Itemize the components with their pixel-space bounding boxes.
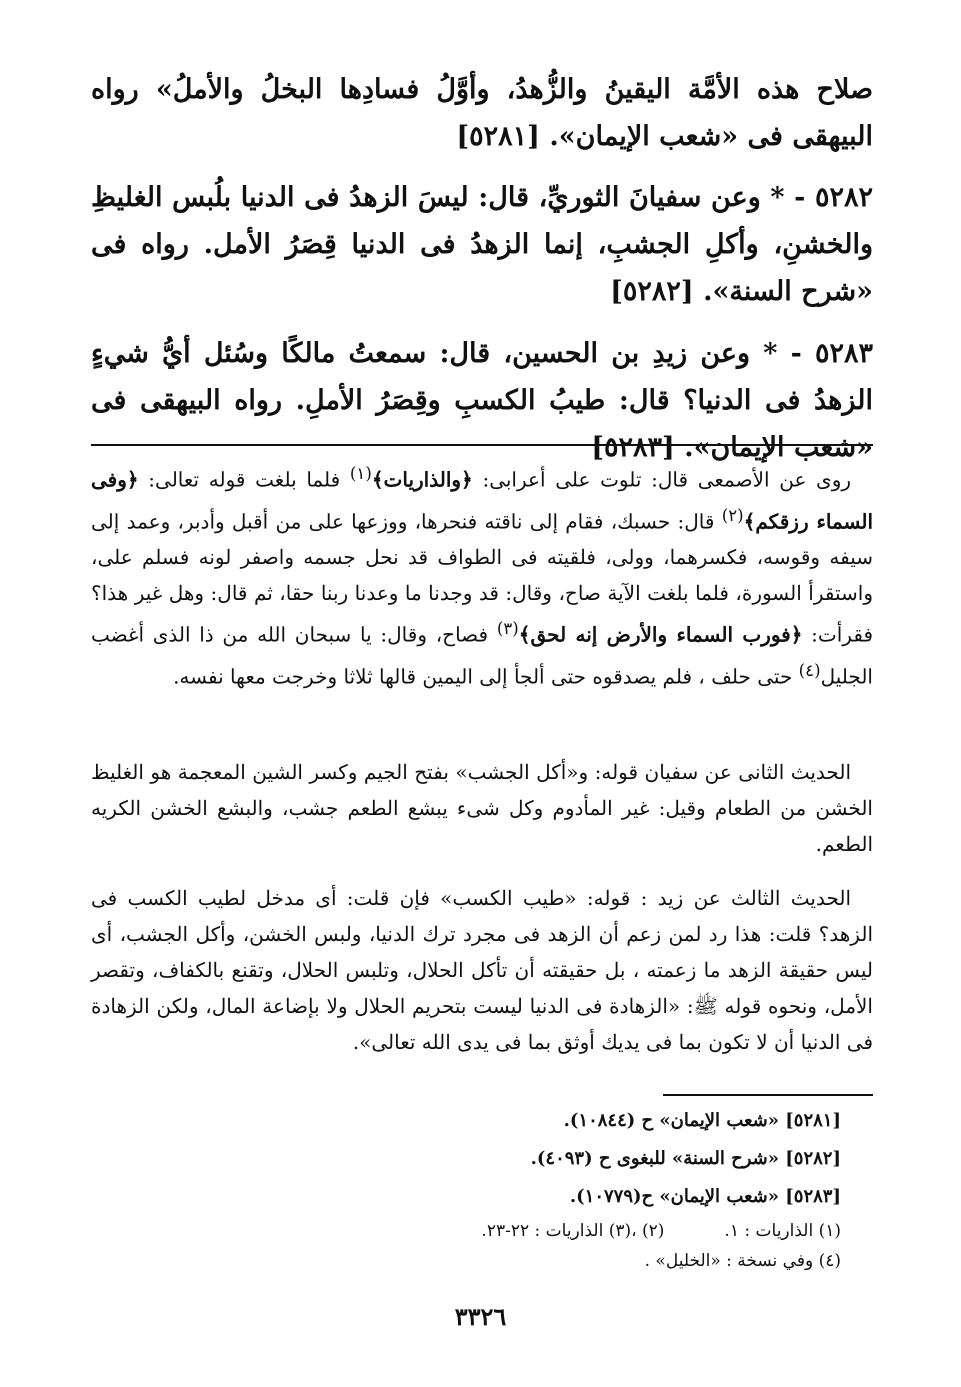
quran-verse: ﴿فورب السماء والأرض إنه لحق﴾ [518,622,803,647]
footnote: (٢) ،(٣) الذاريات : ٢٢-٢٣. [481,1221,665,1241]
hadith-paragraph-5283 [91,330,873,471]
hadith-paragraph-5281 [91,66,873,160]
commentary-text: قال: حسبك، فقام إلى ناقته فنحرها، ووزعها على من أقبل وأدبر، وعمد إلى سيفه وقوسه، فكسرهما، وولى، فلقيته فى الطواف قد نحل جسمه واصفر لونه فسلم على، واستقرأ السورة، فلما بلغت الآية صاح، وقال: قد وجدنا ما وعدنا ربنا حقا، ثم قال: وهل غير هذا؟ فقرأت: [91,509,874,647]
hadith-paragraph-5282 [91,174,873,315]
section-divider [91,444,873,446]
hadith-reference: [٥٢٨١] [456,121,540,152]
footnote-line [121,1216,841,1246]
hadith-text: وعن سفيانَ الثوريِّ، قال: ليسَ الزهدُ فى الدنيا بلُبس الغليظِ والخشنِ، وأكلِ الجشبِ، إنما الزهدُ فى الدنيا قِصَرُ الأمل. رواه فى «شرح السنة». [91,182,873,307]
commentary-paragraph-1 [91,456,873,695]
commentary-text: فصاح، وقال: يا سبحان الله من ذا الذى أغضب الجليل [91,622,873,689]
footnote-marker: (٣) [496,619,519,639]
source-note: [٥٢٨٣] «شعب الإيمان» ح(١٠٧٧٩). [569,1186,841,1207]
commentary-text: حتى حلف ، فلم يصدقوه حتى ألجأ إلى اليمين قالها ثلاثا وخرجت معها نفسه. [173,664,793,689]
footnote-line [121,1246,841,1276]
commentary-text: فلما بلغت قوله تعالى: [148,467,341,492]
hadith-number: ٥٢٨٢ - * [770,182,873,213]
hadith-reference: [٥٢٨٣] [591,432,675,463]
hadith-text: وعن زيدِ بن الحسين، قال: سمعتُ مالكًا وسُئل أيُّ شيءٍ الزهدُ فى الدنيا؟ قال: طيبُ الكسبِ وقِصَرُ الأملِ. رواه البيهقى فى «شعب الإيمان». [91,338,873,463]
commentary-paragraph-3 [91,880,873,1060]
commentary-text: الحديث الثانى عن سفيان قوله: و«أكل الجشب» بفتح الجيم وكسر الشين المعجمة هو الغليظ الخشن من الطعام وقيل: غير المأدوم وكل شىء يبشع الطعم جشب، والبشع الخشن الكريه الطعم. [91,760,873,856]
page-number: ٣٣٢٦ [454,1302,507,1331]
footnote-marker: (٤) [798,660,821,680]
footnote: (٤) وفي نسخة : «الخليل» . [644,1251,841,1271]
quran-verse: ﴿وفى السماء رزقكم﴾ [91,467,874,534]
commentary-text: روى عن الأصمعى قال: تلوت على أعرابى: [482,467,852,492]
hadith-reference: [٥٢٨٢] [610,276,694,307]
footnote-marker: (٢) [721,505,744,525]
footnote-divider [663,1094,873,1096]
quran-verse: ﴿والذاريات﴾ [371,467,473,492]
hadith-text: صلاح هذه الأمَّة اليقينُ والزُّهدُ، وأوَّلُ فسادِها البخلُ والأملُ» رواه البيهقى فى «شعب الإيمان». [91,74,873,152]
footnotes [121,1102,841,1276]
footnote: (١) الذاريات : ١. [724,1221,841,1241]
footnote-marker: (١) [349,464,372,483]
hadith-number: ٥٢٨٣ - * [763,338,873,369]
source-note: [٥٢٨٢] «شرح السنة» للبغوى ح (٤٠٩٣). [530,1148,841,1169]
source-note: [٥٢٨١] «شعب الإيمان» ح (١٠٨٤٤). [563,1110,841,1131]
commentary-text: الحديث الثالث عن زيد : قوله: «طيب الكسب» فإن قلت: أى مدخل لطيب الكسب فى الزهد؟ قلت: هذا رد لمن زعم أن الزهد فى مجرد ترك الدنيا، ولبس الخشن، وأكل الجشب، أى ليس حقيقة الزهد ما زعمته ، بل حقيقته أن تأكل الحلال، وتلبس الحلال، وتقنع بالكفاف، وتقصر الأمل، ونحوه قوله ﷺ: «الزهادة فى الدنيا ليست بتحريم الحلال ولا بإضاعة المال، ولكن الزهادة فى الدنيا أن لا تكون بما فى يديك أوثق بما فى يدى الله تعالى». [91,886,874,1054]
commentary-paragraph-2 [91,754,873,862]
